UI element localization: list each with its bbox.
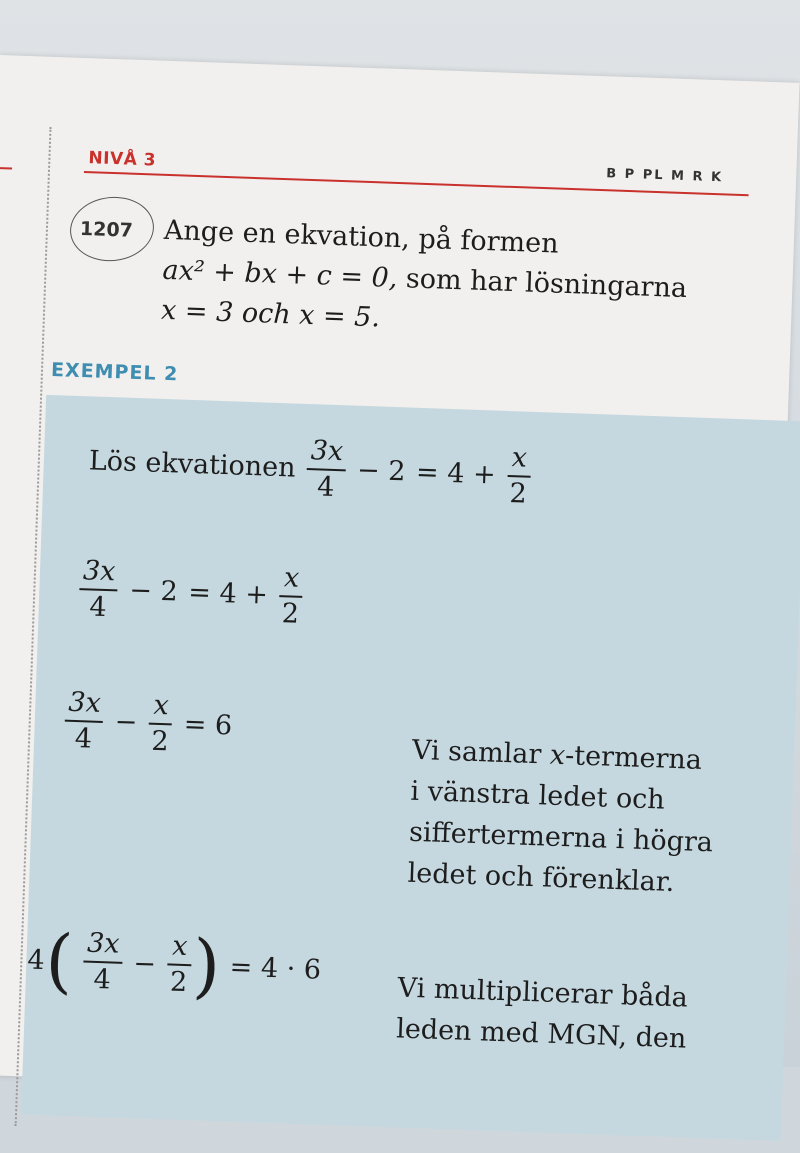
step-1-equation: $\frac{3x}{4}$ − 2 = 4 + $\frac{x}{2}$ [76,554,306,631]
task-line-3: x = 3 och x = 5. [160,294,381,334]
step-2-equation: $\frac{3x}{4}$ − $\frac{x}{2}$ = 6 [62,686,235,761]
fraction: $\frac{x}{2}$ [278,561,304,631]
intro-text: Lös ekvationen [88,445,297,484]
example-label: EXEMPEL 2 [50,358,179,386]
fraction: $\frac{3x}{4}$ [78,554,119,625]
textbook-page [0,55,800,1102]
fraction: $\frac{x}{2}$ [148,689,174,759]
task-number: 1207 [79,217,134,242]
intro-equation: Lös ekvationen $\frac{3x}{4}$ − 2 = 4 + $\frac{x}{2}$ [87,426,534,511]
task-equation: ax² + bx + c = 0, [162,254,398,294]
fraction: $\frac{x}{2}$ [166,930,192,1000]
step-3-equation: 4( $\frac{3x}{4}$ − $\frac{x}{2}$ ) = 4 · 6 [26,919,322,1008]
explanation-2: Vi multiplicerar båda leden med MGN, den [395,972,689,1055]
task-text [160,211,689,349]
fraction: $\frac{x}{2}$ [506,441,532,511]
level-label: NIVÅ 3 [88,148,157,171]
right-paren: ) [191,924,222,1008]
task-line-2: ax² + bx + c = 0, som har lösningarna [162,254,688,305]
margin-red-mark [0,167,12,170]
example-box [21,395,800,1141]
competency-codes: B P PL M R K [605,166,724,186]
task-line-1: Ange en ekvation, på formen [163,214,560,260]
fraction: $\frac{3x}{4}$ [306,434,347,505]
left-paren: ( [44,919,75,1003]
fraction: $\frac{3x}{4}$ [82,927,123,998]
fraction: $\frac{3x}{4}$ [64,686,105,757]
explanation-1: Vi samlar x-termerna i vänstra ledet och siffertermerna i högra ledet och förenklar. [407,734,714,899]
